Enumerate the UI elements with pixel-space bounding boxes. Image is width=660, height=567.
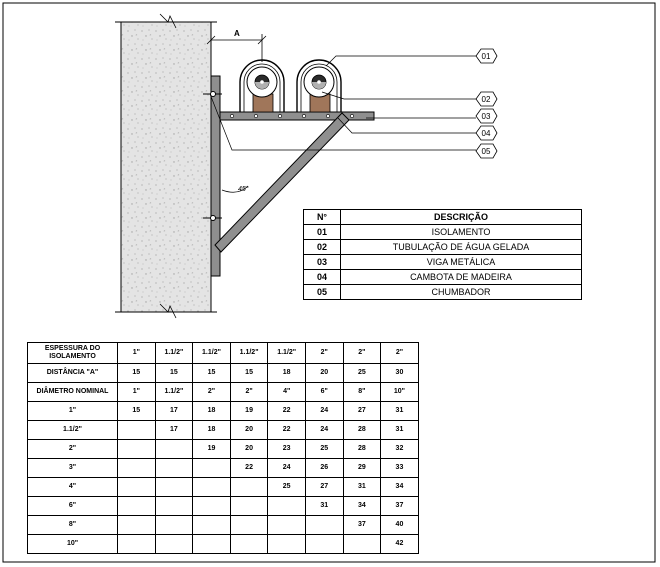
spec-cell <box>268 497 306 516</box>
spec-row <box>28 364 419 383</box>
spec-row-label: 4" <box>28 478 118 497</box>
spec-cell: 25 <box>305 440 343 459</box>
spec-cell: 20 <box>230 440 268 459</box>
spec-cell <box>155 535 193 554</box>
spec-cell <box>155 440 193 459</box>
spec-cell: 25 <box>343 364 381 383</box>
pipe-support-right <box>297 60 341 112</box>
spec-cell: 17 <box>155 421 193 440</box>
spec-cell <box>230 497 268 516</box>
spec-row <box>28 440 419 459</box>
legend-num: 03 <box>304 255 341 270</box>
legend-header-desc: DESCRIÇÃO <box>341 210 582 225</box>
spec-cell: 19 <box>193 440 231 459</box>
spec-cell: 28 <box>343 421 381 440</box>
spec-cell: 1" <box>118 383 156 402</box>
spec-cell <box>230 516 268 535</box>
svg-text:04: 04 <box>481 129 491 138</box>
spec-cell: 1.1/2" <box>155 383 193 402</box>
spec-cell: 27 <box>343 402 381 421</box>
spec-cell: 15 <box>155 364 193 383</box>
spec-cell: 27 <box>305 478 343 497</box>
spec-row <box>28 497 419 516</box>
spec-row <box>28 478 419 497</box>
spec-cell <box>305 516 343 535</box>
spec-cell <box>118 535 156 554</box>
spec-cell: 31 <box>343 478 381 497</box>
spec-cell: 29 <box>343 459 381 478</box>
spec-cell: 24 <box>268 459 306 478</box>
spec-row-label: DISTÂNCIA "A" <box>28 364 118 383</box>
spec-cell <box>118 440 156 459</box>
spec-row <box>28 535 419 554</box>
spec-row-label: DIÂMETRO NOMINAL <box>28 383 118 402</box>
spec-row <box>28 421 419 440</box>
legend-table <box>303 209 582 300</box>
spec-cell: 2" <box>230 383 268 402</box>
legend-desc: ISOLAMENTO <box>341 225 582 240</box>
spec-cell: 26 <box>305 459 343 478</box>
legend-desc: VIGA METÁLICA <box>341 255 582 270</box>
legend-header-num: N° <box>304 210 341 225</box>
spec-cell <box>155 497 193 516</box>
spec-row <box>28 516 419 535</box>
spec-cell <box>193 497 231 516</box>
spec-cell <box>118 478 156 497</box>
legend-num: 05 <box>304 285 341 300</box>
legend-row <box>304 270 582 285</box>
spec-cell: 4" <box>268 383 306 402</box>
spec-cell <box>268 535 306 554</box>
svg-text:02: 02 <box>481 95 491 104</box>
concrete-wall <box>115 14 217 318</box>
spec-cell <box>193 516 231 535</box>
spec-cell: 20 <box>230 421 268 440</box>
spec-cell: 15 <box>193 364 231 383</box>
spec-row-label: 1.1/2" <box>28 421 118 440</box>
spec-cell: 2" <box>193 383 231 402</box>
spec-cell <box>155 478 193 497</box>
spec-cell <box>193 535 231 554</box>
legend-header-row <box>304 210 582 225</box>
spec-cell: 15 <box>118 402 156 421</box>
spec-cell <box>155 459 193 478</box>
legend-desc: CHUMBADOR <box>341 285 582 300</box>
legend-row <box>304 285 582 300</box>
legend-num: 04 <box>304 270 341 285</box>
spec-cell: 32 <box>381 440 419 459</box>
legend-row <box>304 255 582 270</box>
spec-cell <box>118 516 156 535</box>
spec-cell: 42 <box>381 535 419 554</box>
spec-row-label: 2" <box>28 440 118 459</box>
spec-row <box>28 383 419 402</box>
spec-cell: 1.1/2" <box>193 343 231 364</box>
spec-cell: 23 <box>268 440 306 459</box>
legend-desc: CAMBOTA DE MADEIRA <box>341 270 582 285</box>
spec-cell <box>268 516 306 535</box>
spec-cell <box>193 478 231 497</box>
legend-num: 02 <box>304 240 341 255</box>
spec-cell: 19 <box>230 402 268 421</box>
spec-row-label: 8" <box>28 516 118 535</box>
callout-02 <box>476 92 497 106</box>
svg-text:01: 01 <box>481 52 491 61</box>
spec-row-label: ESPESSURA DO ISOLAMENTO <box>28 343 118 364</box>
spec-cell <box>230 535 268 554</box>
callout-05 <box>476 144 497 158</box>
spec-cell: 1.1/2" <box>230 343 268 364</box>
spec-cell <box>305 535 343 554</box>
callout-04 <box>476 126 497 140</box>
spec-cell: 33 <box>381 459 419 478</box>
spec-cell: 17 <box>155 402 193 421</box>
legend-row <box>304 240 582 255</box>
spec-cell: 1.1/2" <box>155 343 193 364</box>
legend-num: 01 <box>304 225 341 240</box>
leader-lines <box>210 56 476 150</box>
spec-cell: 1" <box>118 343 156 364</box>
spec-cell: 34 <box>343 497 381 516</box>
spec-cell: 40 <box>381 516 419 535</box>
spec-cell: 18 <box>193 421 231 440</box>
spec-cell: 34 <box>381 478 419 497</box>
spec-cell: 31 <box>305 497 343 516</box>
legend-row <box>304 225 582 240</box>
spec-cell: 2" <box>343 343 381 364</box>
spec-cell: 31 <box>381 421 419 440</box>
spec-cell <box>343 535 381 554</box>
spec-cell: 1.1/2" <box>268 343 306 364</box>
spec-cell: 15 <box>230 364 268 383</box>
spec-cell: 28 <box>343 440 381 459</box>
spec-cell <box>230 478 268 497</box>
spec-table <box>27 342 419 554</box>
dimension-a <box>207 34 266 62</box>
callout-01 <box>476 49 497 63</box>
spec-cell: 37 <box>381 497 419 516</box>
spec-cell <box>193 459 231 478</box>
spec-cell: 24 <box>305 421 343 440</box>
spec-cell: 2" <box>381 343 419 364</box>
spec-cell: 22 <box>268 421 306 440</box>
spec-cell: 18 <box>268 364 306 383</box>
spec-row <box>28 343 419 364</box>
spec-cell: 25 <box>268 478 306 497</box>
spec-cell <box>118 497 156 516</box>
spec-row <box>28 459 419 478</box>
spec-row <box>28 402 419 421</box>
spec-cell: 15 <box>118 364 156 383</box>
spec-cell: 22 <box>268 402 306 421</box>
angle-label: 45° <box>238 186 249 193</box>
spec-cell <box>155 516 193 535</box>
spec-cell: 20 <box>305 364 343 383</box>
spec-cell: 22 <box>230 459 268 478</box>
svg-text:05: 05 <box>481 147 491 156</box>
spec-row-label: 6" <box>28 497 118 516</box>
spec-cell <box>118 459 156 478</box>
callout-03 <box>476 109 497 123</box>
spec-cell: 8" <box>343 383 381 402</box>
spec-cell: 24 <box>305 402 343 421</box>
svg-text:03: 03 <box>481 112 491 121</box>
dimension-a-label: A <box>234 29 240 38</box>
spec-cell <box>118 421 156 440</box>
pipe-support-left <box>240 60 284 112</box>
spec-cell: 10" <box>381 383 419 402</box>
spec-cell: 30 <box>381 364 419 383</box>
legend-desc: TUBULAÇÃO DE ÁGUA GELADA <box>341 240 582 255</box>
spec-row-label: 1" <box>28 402 118 421</box>
spec-cell: 31 <box>381 402 419 421</box>
spec-cell: 6" <box>305 383 343 402</box>
spec-cell: 37 <box>343 516 381 535</box>
spec-row-label: 3" <box>28 459 118 478</box>
spec-row-label: 10" <box>28 535 118 554</box>
spec-cell: 18 <box>193 402 231 421</box>
spec-cell: 2" <box>305 343 343 364</box>
